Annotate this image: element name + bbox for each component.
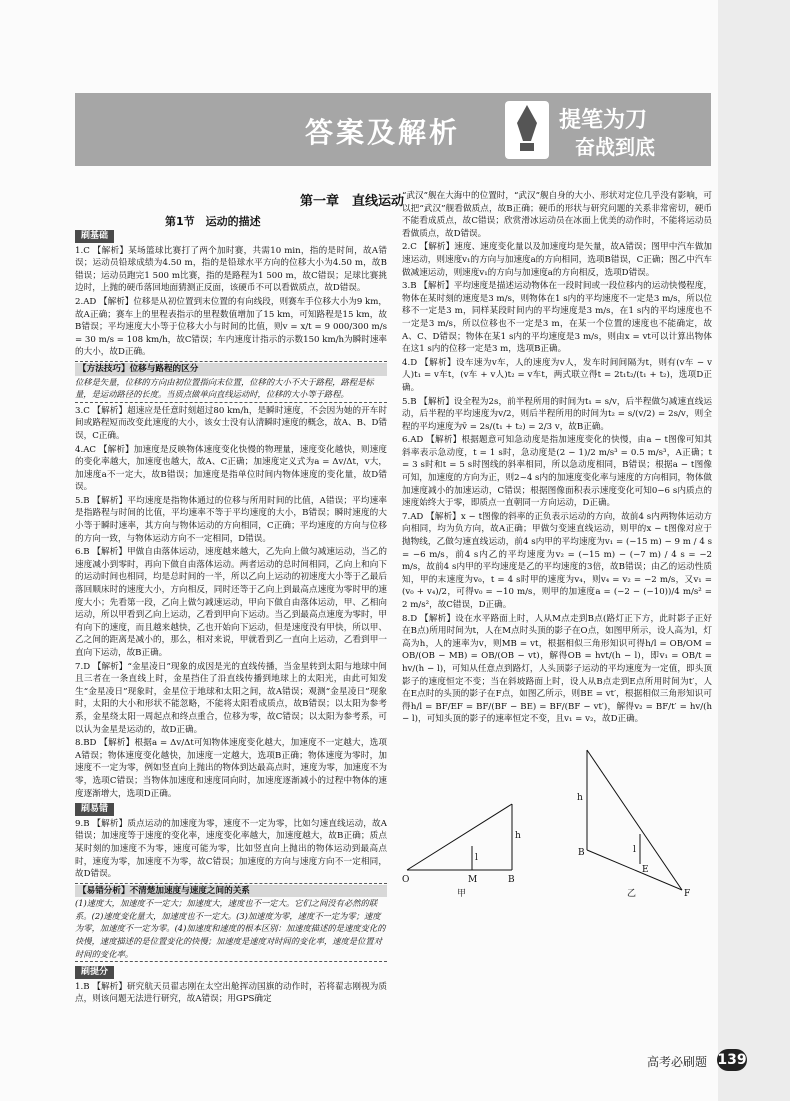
pen-emblem-icon [505,101,549,159]
answer-paragraph: 4.D 【解析】设车速为v车，人的速度为v人，发车时间间隔为t，则有(v车 − v人)t₁ = v车t，(v车 + v人)t₂ = v车t，两式联立得t = 2t₁t₂/(t₁ + t₂)，选项D正确。 [402,357,712,393]
figure-label-l2: l [633,844,636,855]
figure-point-F: F [684,888,691,899]
answer-paragraph: 3.B 【解析】平均速度是描述运动物体在一段时间或一段位移内的运动快慢程度，物体在某时刻的速度是3 m/s，则物体在1 s内的平均速度不一定是3 m/s，所以位移不一定是3 m，同样某段时间内的平均速度是3 m/s，在1 s内的平均速度也不一定是3 m/s，所以位移也不一定是3 m，在某一个位置的速度也不能确定，故A、C、D错误；物体在某1 s内的平均速度是3 m/s，则由x = vt可以计算出物体在这1 s内的位移一定是3 m，选项B正确。 [402,281,712,355]
banner-slogan-line2: 奋战到底 [575,135,655,159]
tip-heading: 【易错分析】不清楚加速度与速度之间的关系 [75,885,387,898]
figure-caption-left: 甲 [457,888,467,899]
answer-paragraph: 1.C 【解析】某场篮球比赛打了两个加时赛，共需10 min，指的是时间，故A错误；运动员铅球成绩为4.50 m，指的是铅球水平方向的位移大小为4.50 m，故B错误；运动员跑完1 500 m比赛，指的是路程为1 500 m，故C错误；足球比赛挑边时，上抛的硬币落回地面猜测正反面，该硬币不可以看做质点，故D错误。 [75,245,387,294]
answer-banner [75,93,711,166]
figure-point-M: M [468,874,478,885]
tip-body: (1)速度大，加速度不一定大；加速度大，速度也不一定大。它们之间没有必然的联系。(2)速度变化量大，加速度也不一定大。(3)加速度为零，速度不一定为零；速度为零，加速度不一定为零。(4)加速度和速度的根本区别：加速度描述的是速度变化的快慢，速度描述的是位置变化的快慢；加速度是速度对时间的变化率，速度是位置对时间的变化率。 [75,898,386,959]
figure-point-O: O [402,874,410,885]
answer-paragraph: 2.C 【解析】速度、速度变化量以及加速度均是矢量，故A错误；图甲中汽车做加速运动，则速度v₁的方向与加速度a的方向相同，选项B错误，C正确；图乙中汽车做减速运动，则速度v₁的方向与加速度a的方向相反，选项D错误。 [402,242,712,278]
answer-paragraph: 9.B 【解析】质点运动的加速度为零，速度不一定为零，比如匀速直线运动，故A错误；加速度等于速度的变化率，速度变化率越大，加速度越大，故B正确；质点某时刻的加速度不为零，速度可能为零，比如竖直向上抛出的物体运动到最高点时，速度为零，加速度不为零，故C错误；加速度的方向与速度方向不一定相同，故D错误。 [75,818,387,880]
answer-paragraph: 3.C 【解析】超速应是任意时刻超过80 km/h，是瞬时速度，不会因为她的开车时间或路程短而改变此速度的大小，该女士没有认清瞬时速度的概念，故A、B、D错误，C正确。 [75,405,387,441]
answer-paragraph: “武汉”舰在大海中的位置时，“武汉”舰自身的大小、形状对定位几乎没有影响，可以把“武汉”舰看做质点，故B正确；硬币的形状与研究问题的关系非常密切，硬币不能看成质点，故C错误；欣赏滑冰运动员在冰面上优美的动作时，不能将运动员看做质点，故D错误。 [402,191,712,239]
left-column [75,228,387,1052]
answer-paragraph: 8.BD 【解析】根据a = Δv/Δt可知物体速度变化越大，加速度不一定越大，选项A错误；物体速度变化越快，加速度一定越大，选项B正确；物体速度为零时，加速度不一定为零，例如竖直向上抛出的物体到达最高点时，速度为零，加速度不为零，选项C错误；当物体加速度和速度同向时，加速度逐渐减小的过程中物体的速度逐渐增大，选项D正确。 [75,738,387,799]
figure-label-l: l [475,852,478,863]
figure-label-h2: h [577,792,583,803]
answer-paragraph: 2.AD 【解析】位移是从初位置到末位置的有向线段，则赛车手位移大小为9 km，故A正确；赛车上的里程表指示的里程数值增加了15 km，可知路程是15 km，故B错误；平均速度大小等于位移大小与时间的比值，则v = x/t = 9 000/300 m/s = 30 m/s = 108 km/h，故C错误；车内速度计指示的示数150 km/h为瞬时速率的大小，故D正确。 [75,296,387,358]
footer-book-title: 高考必刷题 [647,1055,708,1069]
tip-box [75,361,387,403]
tip-heading: 【方法技巧】位移与路程的区分 [75,363,387,376]
answer-paragraph: 6.B 【解析】甲做自由落体运动，速度越来越大，乙先向上做匀减速运动，当乙的速度减小到零时，再向下做自由落体运动。两者运动的总时间相同，乙向上和向下的运动时间也相同，均是总时间的一半，所以乙向上运动的初速度大小等于乙最后落回顺床时的速度大小，方向相反，同时还等于乙向上到最高点速度为零时甲的速度大小；先看第一段，乙向上做匀减速运动，甲向下做自由落体运动，甲、乙相向运动，所以甲看到乙向上运动，乙看到甲向下运动。当乙到最高点速度为零时，甲有向下的速度，而且越来越快，乙也开始向下运动，但是速度没有甲快，所以甲、乙之间的距离是减小的，那么，相对来说，甲就看到乙一直向上运动，乙看到甲一直向下运动，故B正确。 [75,547,387,658]
answer-paragraph: 5.B 【解析】平均速度是指物体通过的位移与所用时间的比值，A错误；平均速率是指路程与时间的比值，平均速率不等于平均速度的大小，B错误；瞬时速度的大小等于瞬时速率，其方向与物体运动的方向相同，C正确；平均速度的方向与位移的方向一致，与物体运动方向不一定相同，D错误。 [75,495,387,544]
answer-paragraph: 5.B 【解析】设全程为2s，前半程所用的时间为t₁ = s/v，后半程做匀减速直线运动，后半程的平均速度为v/2，则后半程所用的时间为t₂ = s/(v/2) = 2s/v，则全程的平均速度为v̄ = 2s/(t₁ + t₂) = 2/3 v，故B正确。 [402,396,712,432]
figure-point-E: E [642,864,649,875]
answer-paragraph: 7.D 【解析】“金星凌日”现象的成因是光的直线传播，当金星转到太阳与地球中间且三者在一条直线上时，金星挡住了沿直线传播到地球上的太阳光，由此可知发生“金星凌日”现象时，金星位于地球和太阳之间，故A错误；观测“金星凌日”现象时，太阳的大小和形状不能忽略，不能将太阳看成质点，故B错误；以太阳为参考系，金星绕太阳一周起点和终点重合，位移为零，故C错误；以太阳为参考系，可以认为金星是运动的，故D正确。 [75,661,387,735]
answer-paragraph: 1.B 【解析】研究航天员翟志刚在太空出舱挥动国旗的动作时，若将翟志刚视为质点，则该问题无法进行研究，故A错误；用GPS确定 [75,981,387,1005]
figure-caption-right: 乙 [627,888,637,899]
figure-point-B2: B [578,847,585,858]
section-tag: 刷易错 [75,803,114,816]
right-decorative-strip [718,0,790,1101]
answer-paragraph: 7.AD 【解析】x − t图像的斜率的正负表示运动的方向，故前4 s内两物体运动方向相同，均为负方向，故A正确；甲做匀变速直线运动，则甲的x − t图像对应于抛物线，乙做匀速直线运动，前4 s内甲的平均速度为v₁ = (−15 m) − 9 m / 4 s = −6 m/s，前4 s内乙的平均速度为v₂ = (−15 m) − (−7 m) / 4 s = −2 m/s，故前4 s内甲的平均速度是乙的平均速度的3倍，故B错误；由乙的运动性质知，甲的末速度为v₀，t = 4 s时甲的速度为v₄，则v₄ = v₂ = −2 m/s，又v₁ = (v₀ + v₄)/2，可得v₀ = −10 m/s，则甲的加速度a = (−2 − (−10))/4 m/s² = 2 m/s²，故C错误，D正确。 [402,511,712,610]
figure-label-h: h [515,830,521,841]
banner-slogan-line1: 提笔为刀 [559,108,648,133]
answer-paragraph: 6.AD 【解析】根据题意可知急动度是指加速度变化的快慢，由a − t图像可知其斜率表示急动度，t = 1 s时，急动度是(2 − 1)/2 m/s³ = 0.5 m/s³，A正确；t = 3 s时和t = 5 s时图线的斜率相同，所以急动度相同，B错误；根据a − t图像可知，加速度的方向为正，则2~4 s内的加速度变化率与速度的方向相同，物体做加速度减小的加速运动，C错误；根据图像面积表示速度变化可知0−6 s内质点的速度始终大于零，即质点一直朝同一方向运动，D正确。 [402,435,712,509]
answer-paragraph: 4.AC 【解析】加速度是反映物体速度变化快慢的物理量，速度变化越快，则速度的变化率越大，加速度也越大，故A、C正确；加速度定义式为a = Δv/Δt，v大，加速度a不一定大，故B错误；加速度是指单位时间内物体速度的变化量，故D错误。 [75,444,387,493]
figure-point-B: B [508,874,515,885]
geometry-figure [402,730,702,900]
page-number: 139 [717,1049,747,1071]
section-tag: 刷提分 [75,966,114,979]
banner-title: 答案及解析 [305,116,461,149]
answer-paragraph: 8.D 【解析】设在水平路面上时，人从M点走到B点(路灯正下方，此时影子正好在B点)所用时间为t，人在M点时头顶的影子在O点，如图甲所示，设人高为l，灯高为h，人的速率为v，则MB = vt，根据相似三角形知识可得h/l = OB/OM = OB/(OB − MB) = OB/(OB − vt)，解得OB = hvt/(h − l)，即v₁ = OB/t = hv/(h − l)，可知从任意点到路灯，人头顶影子运动的平均速度为一定值，即头顶影子的速度恒定不变；当在斜坡路面上时，设人从B点走到E点所用时间为t′，人在E点时的头顶的影子在F点，如图乙所示，则BE = vt′，根据相似三角形知识可得h/l = BF/EF = BF/(BF − BE) = BF/(BF − vt′)，解得v₂ = BF/t′ = hv/(h − l)，可知头顶的影子的速率恒定不变，且v₁ = v₂，故D正确。 [402,613,712,725]
tip-body: 位移是矢量，位移的方向由初位置指向末位置，位移的大小不大于路程，路程是标量，是运动路径的长度。当质点做单向直线运动时，位移的大小等于路程。 [75,376,374,400]
chapter-title: 第一章 直线运动 [300,194,405,209]
section-title: 第1节 运动的描述 [165,215,261,228]
section-tag: 刷基础 [75,230,114,243]
tip-box [75,883,387,963]
right-column [402,190,712,1052]
